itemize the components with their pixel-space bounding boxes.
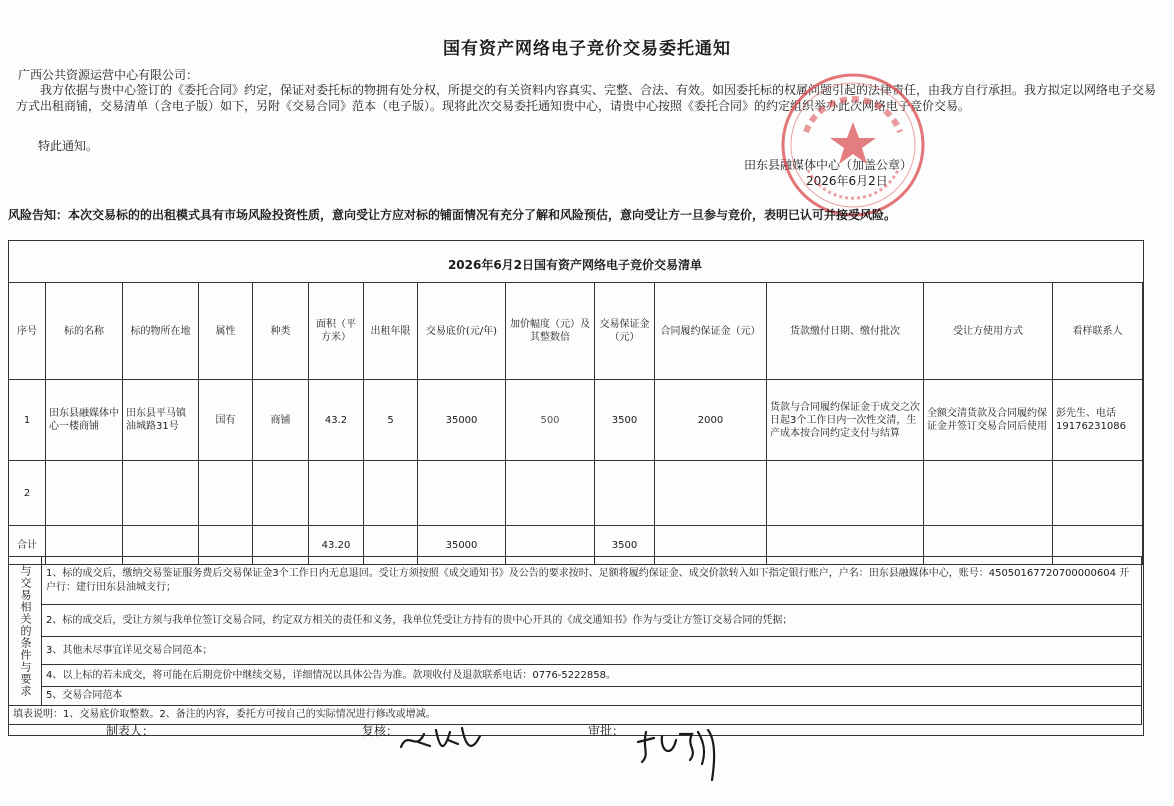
total-label: 合计 [9, 526, 46, 565]
header-cell: 货款缴付日期、缴付批次 [767, 283, 924, 380]
condition-item: 1、标的成交后，缴纳交易鉴证服务费后交易保证金3个工作日内无息退回。受让方须按照《成交通知书》及公告的要求按时、足额将履约保证金、成交价款转入如下指定银行账户，户名：田东县融媒体中心，账号：45050167720700000604 开户行：建行田东县油城支行； [42, 557, 1142, 605]
condition-item: 2、标的成交后，受让方须与我单位签订交易合同，约定双方相关的责任和义务，我单位凭受让方持有的贵中心开具的《成交通知书》作为与受让方签订交易合同的凭据； [42, 605, 1142, 637]
fill-instructions: 填表说明：1、交易底价取整数。2、备注的内容，委托方可按自己的实际情况进行修改或增减。 [9, 706, 1142, 725]
item-name: 田东县融媒体中心一楼商铺 [46, 380, 123, 461]
item-attribute: 国有 [199, 380, 253, 461]
header-cell: 标的物所在地 [123, 283, 199, 380]
total-area: 43.20 [309, 526, 364, 565]
header-cell: 出租年限 [364, 283, 418, 380]
table-header-row [9, 283, 1143, 380]
item-deposit: 3500 [595, 380, 655, 461]
table-row [9, 380, 1143, 461]
item-location: 田东县平马镇油城路31号 [123, 380, 199, 461]
item-performance-deposit: 2000 [655, 380, 767, 461]
header-cell: 标的名称 [46, 283, 123, 380]
reviewer-signature [396, 722, 486, 758]
closing-line: 特此通知。 [38, 139, 99, 153]
reviewer-label: 复核： [362, 724, 399, 738]
header-cell: 面积（平方米） [309, 283, 364, 380]
preparer-label: 制表人： [106, 724, 155, 738]
item-kind: 商铺 [253, 380, 309, 461]
header-cell: 看样联系人 [1053, 283, 1143, 380]
header-cell: 序号 [9, 283, 46, 380]
conditions-side-label: 与交易相关的条件与要求 [9, 557, 42, 706]
conditions-table [8, 556, 1142, 725]
total-base-price: 35000 [418, 526, 506, 565]
header-cell: 种类 [253, 283, 309, 380]
addressee: 广西公共资源运营中心有限公司： [18, 68, 199, 82]
risk-notice: 风险告知：本次交易标的的出租模式具有市场风险投资性质，意向受让方应对标的铺面情况有充分了解和风险预估，意向受让方一旦参与竞价，表明已认可并接受风险。 [8, 208, 897, 222]
header-cell: 交易底价(元/年) [418, 283, 506, 380]
item-years: 5 [364, 380, 418, 461]
issuer-name: 田东县融媒体中心（加盖公章） [744, 158, 913, 172]
row-number: 1 [9, 380, 46, 461]
approver-label: 审批： [588, 724, 625, 738]
list-title: 2026年6月2日国有资产网络电子竞价交易清单 [447, 258, 703, 272]
item-base-price: 35000 [418, 380, 506, 461]
item-contact: 彭先生、电话19176231086 [1053, 380, 1143, 461]
table-row [9, 461, 1143, 526]
notice-paragraph: 我方依据与贵中心签订的《委托合同》约定，保证对委托标的物拥有处分权，所提交的有关资料内容真实、完整、合法、有效。如因委托标的权属问题引起的法律责任，由我方自行承担。我方拟定以网络电子交易方式出租商铺，交易清单（含电子版）如下，另附《交易合同》范本（电子版）。现将此次交易委托通知贵中心，请贵中心按照《委托合同》的约定组织举办此次网络电子竞价交易。 [16, 83, 1157, 113]
approver-signature [632, 724, 728, 784]
header-cell: 合同履约保证金（元） [655, 283, 767, 380]
condition-item: 3、其他未尽事宜详见交易合同范本； [42, 637, 1142, 665]
transaction-table [8, 282, 1143, 565]
item-payment-terms: 货款与合同履约保证金于成交之次日起3个工作日内一次性交清，生产成本按合同约定支付与结算 [767, 380, 924, 461]
header-cell: 加价幅度（元）及其整数倍 [506, 283, 595, 380]
total-deposit: 3500 [595, 526, 655, 565]
item-increment: 500 [506, 380, 595, 461]
condition-item: 5、交易合同范本 [42, 687, 1142, 706]
item-area: 43.2 [309, 380, 364, 461]
header-cell: 交易保证金（元） [595, 283, 655, 380]
header-cell: 受让方使用方式 [924, 283, 1053, 380]
row-number: 2 [9, 461, 46, 526]
condition-item: 4、以上标的若未成交，将可能在后期竞价中继续交易，详细情况以具体公告为准。款项收付及退款联系电话：0776-5222858。 [42, 665, 1142, 687]
header-cell: 属性 [199, 283, 253, 380]
official-seal-icon [778, 70, 928, 220]
document-title: 国有资产网络电子竞价交易委托通知 [443, 39, 731, 59]
item-usage: 全额交清货款及合同履约保证金并签订交易合同后使用 [924, 380, 1053, 461]
issue-date: 2026年6月2日 [806, 174, 888, 188]
